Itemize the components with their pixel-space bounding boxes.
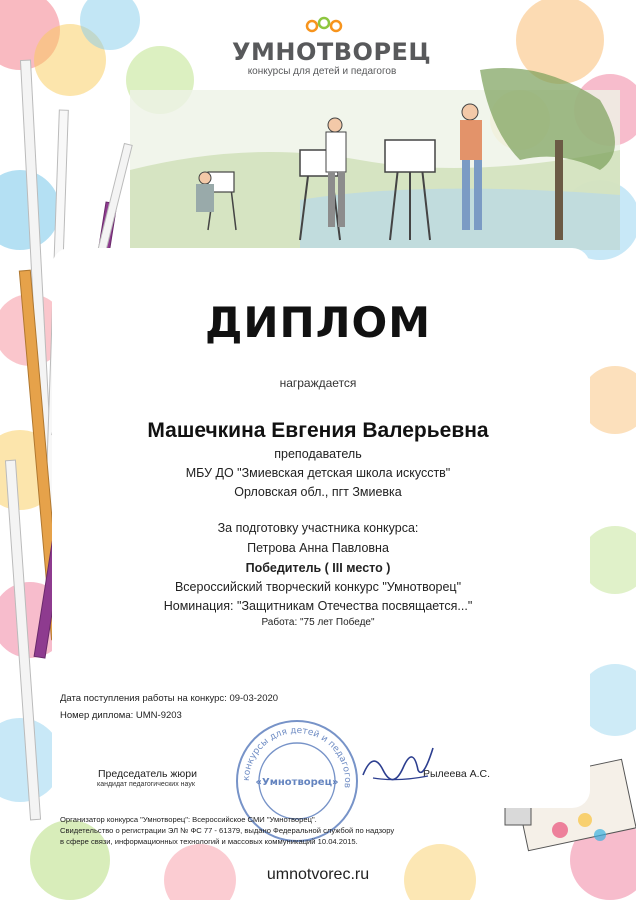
submission-date: Дата поступления работы на конкурс: 09-03-2020 <box>60 693 279 704</box>
signature-icon <box>358 740 438 790</box>
stamp-center-text: «Умнотворец» <box>255 777 339 788</box>
recipient-organization: МБУ ДО "Змиевская детская школа искусств" <box>185 466 451 480</box>
recipient-position: преподаватель <box>274 447 362 461</box>
jury-chair-degree: кандидат педагогических наук <box>97 781 195 788</box>
jury-chair-name: Рылеева А.С. <box>423 768 490 780</box>
contest-name: Всероссийский творческий конкурс "Умнотворец" <box>174 580 462 594</box>
award-reason: За подготовку участника конкурса: <box>217 521 419 535</box>
footer-line-2: Свидетельство о регистрации ЭЛ № ФС 77 - 61379, выдано Федеральной службой по надзору <box>60 826 395 835</box>
footer-line-1: Организатор конкурса "Умнотворец": Всероссийское СМИ "Умнотворец". <box>60 815 317 824</box>
diploma-number: Номер диплома: UMN-9203 <box>60 710 182 721</box>
recipient-name: Машечкина Евгения Валерьевна <box>147 419 489 442</box>
landscape-sketch <box>130 68 620 250</box>
logo-title: УМНОТВОРЕЦ <box>232 38 432 66</box>
logo-circles-icon <box>304 14 344 34</box>
stamp-ring-text: конкурсы для детей и педагогов <box>241 725 353 789</box>
diploma-title: ДИПЛОМ <box>204 298 432 347</box>
awarded-label: награждается <box>279 376 357 390</box>
recipient-location: Орловская обл., пгт Змиевка <box>234 485 402 499</box>
logo-subtitle: конкурсы для детей и педагогов <box>247 66 397 77</box>
logo <box>232 14 432 80</box>
website-link[interactable]: umnotvorec.ru <box>266 866 370 883</box>
place-result: Победитель ( III место ) <box>245 561 391 575</box>
work-title: Работа: "75 лет Победе" <box>261 617 375 628</box>
nomination: Номинация: "Защитникам Отечества посвящается..." <box>163 599 473 613</box>
participant-name: Петрова Анна Павловна <box>247 541 389 555</box>
footer-line-3: в сфере связи, информационных технологий и массовых коммуникаций 10.04.2015. <box>60 837 358 846</box>
jury-chair-title: Председатель жюри <box>98 768 198 780</box>
